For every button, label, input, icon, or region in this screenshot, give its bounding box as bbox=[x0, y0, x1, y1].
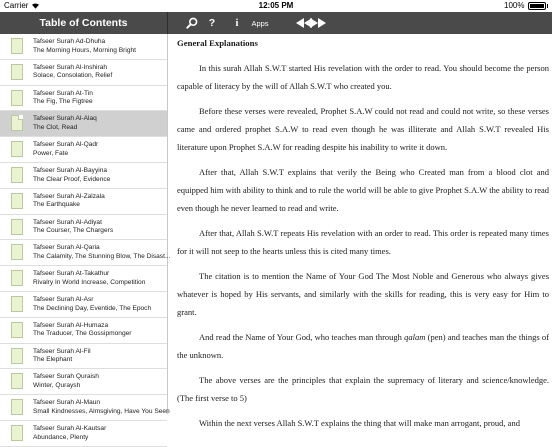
toc-item-title: Tafseer Surah Quraish bbox=[33, 373, 99, 381]
toc-item-al-qaria[interactable] bbox=[0, 240, 171, 266]
search-icon bbox=[186, 17, 198, 29]
toc-item-title: Tafseer Surah Al-Zalzala bbox=[33, 192, 105, 200]
battery-icon bbox=[528, 2, 546, 10]
search-button[interactable] bbox=[184, 12, 200, 34]
toc-item-al-zalzala[interactable] bbox=[0, 189, 167, 215]
document-icon bbox=[11, 270, 23, 286]
article-content bbox=[169, 34, 552, 428]
toc-item-subtitle: The Courser, The Chargers bbox=[33, 227, 114, 235]
table-of-contents-list bbox=[0, 34, 171, 441]
forward-button[interactable] bbox=[310, 12, 326, 34]
toc-item-subtitle: The Elephant bbox=[33, 356, 73, 364]
toc-item-subtitle: The Clot, Read bbox=[33, 123, 78, 131]
toc-item-title: Tafseer Surah At-Takathur bbox=[33, 270, 110, 278]
article-paragraph: And read the Name of Your God, who teaches man through qalam (pen) and teaches man the things of the unknown. bbox=[177, 332, 549, 361]
toc-item-subtitle: The Fig, The Figtree bbox=[33, 98, 93, 106]
toc-item-title: Tafseer Surah Al-Humaza bbox=[33, 321, 109, 329]
article-paragraph: The above verses are the principles that explain the supremacy of literary and science/knowledge. (The first verse to 5) bbox=[177, 375, 549, 404]
toc-item-subtitle: The Declining Day, Eventide, The Epoch bbox=[33, 304, 152, 312]
toc-item-al-asr[interactable] bbox=[0, 292, 167, 318]
toc-item-subtitle: Abundance, Plenty bbox=[33, 433, 89, 441]
toc-item-at-takathur[interactable] bbox=[0, 266, 167, 292]
apps-button[interactable]: Apps bbox=[251, 18, 269, 28]
content-toolbar bbox=[168, 12, 552, 34]
toc-item-title: Tafseer Surah Ad-Dhuha bbox=[33, 38, 106, 45]
document-icon bbox=[11, 167, 23, 183]
article-heading: General Explanations bbox=[177, 38, 258, 48]
carrier-label: Carrier bbox=[4, 1, 29, 10]
document-icon bbox=[11, 219, 23, 235]
toc-item-al-qadr[interactable] bbox=[0, 137, 167, 163]
toc-item-title: Tafseer Surah Al-Fil bbox=[33, 347, 91, 355]
toc-item-subtitle: The Morning Hours, Morning Bright bbox=[33, 46, 136, 54]
toc-item-subtitle: Small Kindnesses, Almsgiving, Have You Seen bbox=[33, 407, 170, 415]
help-button[interactable]: ? bbox=[208, 17, 216, 29]
toc-item-al-alaq[interactable] bbox=[0, 111, 167, 137]
toc-item-title: Tafseer Surah Al-Bayyina bbox=[33, 166, 108, 174]
document-icon bbox=[11, 244, 23, 260]
article-paragraph: The citation is to mention the Name of Your God The Most Noble and Generous who always gives whatever is hoped by His servants, and similarly with the skills for reading, this is very easy for Him to grant. bbox=[177, 271, 549, 318]
document-icon bbox=[11, 141, 23, 157]
info-button[interactable]: i bbox=[235, 17, 239, 29]
toc-item-al-inshirah[interactable] bbox=[0, 60, 167, 86]
battery-indicator bbox=[504, 1, 548, 10]
toc-item-title: Tafseer Surah Al-Alaq bbox=[33, 115, 97, 123]
forward-icon bbox=[310, 18, 326, 28]
status-bar bbox=[0, 0, 552, 12]
toc-item-al-adiyat[interactable] bbox=[0, 215, 167, 241]
toc-item-al-humaza[interactable] bbox=[0, 318, 167, 344]
document-icon bbox=[11, 115, 23, 131]
document-icon bbox=[11, 399, 23, 415]
toc-item-al-maun[interactable] bbox=[0, 395, 170, 421]
article-paragraph: Within the next verses Allah S.W.T explains the thing that will make man arrogant, proud, and bbox=[199, 417, 520, 428]
sidebar-header bbox=[0, 12, 168, 34]
toc-item-subtitle: The Traducer, The Gossipmonger bbox=[33, 330, 132, 338]
toc-item-title: Tafseer Surah Al-Inshirah bbox=[33, 63, 108, 71]
toc-item-title: Tafseer Surah Al-Kautsar bbox=[33, 424, 107, 432]
article-paragraph: Before these verses were revealed, Prophet S.A.W could not read and could not write, so these verses came and ordered prophet S.A.W to read even though he was illiterate and Allah S.W.T revealed His literature upon Prophet S.A.W for reading despite his inability to write it down. bbox=[177, 105, 549, 153]
toc-item-subtitle: The Clear Proof, Evidence bbox=[33, 175, 111, 183]
toc-item-subtitle: Winter, Quraysh bbox=[33, 381, 81, 389]
toc-item-at-tin[interactable] bbox=[0, 86, 167, 112]
toc-item-title: Tafseer Surah Al-Asr bbox=[33, 295, 94, 303]
toc-item-ad-dhuha[interactable] bbox=[0, 34, 167, 60]
toc-item-title: Tafseer Surah At-Tin bbox=[33, 89, 93, 97]
battery-percent: 100% bbox=[504, 1, 525, 10]
toc-item-subtitle: Rivalry In World Increase, Competition bbox=[33, 278, 146, 286]
toc-item-title: Tafseer Surah Al-Adiyat bbox=[33, 218, 102, 226]
document-icon bbox=[11, 90, 23, 106]
article-paragraph: After that, Allah S.W.T repeats His revelation with an order to read. This order is repeated many times for it will not seep to the hearts unless this is cited many times. bbox=[177, 228, 549, 257]
toc-item-subtitle: The Earthquake bbox=[33, 201, 80, 209]
article-paragraph: After that, Allah S.W.T explains that verily the Being who Created man from a blood clot and equipped him with ability to think and to rule the world will be able to give Prophet S.A.W the ability to read even though he never learned to read and write. bbox=[177, 167, 549, 214]
toc-item-quraish[interactable] bbox=[0, 369, 167, 395]
document-icon bbox=[11, 296, 23, 312]
document-icon bbox=[11, 322, 23, 338]
sidebar-title: Table of Contents bbox=[39, 17, 128, 29]
toc-item-title: Tafseer Surah Al-Maun bbox=[33, 399, 101, 407]
toc-item-al-kautsar[interactable] bbox=[0, 421, 167, 447]
document-icon bbox=[11, 348, 23, 364]
toc-item-al-bayyina[interactable] bbox=[0, 163, 167, 189]
toc-item-subtitle: The Calamity, The Stunning Blow, The Disast... bbox=[33, 252, 171, 260]
toc-item-title: Tafseer Surah Al-Qadr bbox=[33, 141, 99, 149]
document-icon bbox=[11, 373, 23, 389]
status-time: 12:05 PM bbox=[258, 1, 294, 10]
document-icon bbox=[11, 38, 23, 54]
toc-item-title: Tafseer Surah Al-Qaria bbox=[33, 244, 100, 252]
document-icon bbox=[11, 64, 23, 80]
toc-item-subtitle: Power, Fate bbox=[33, 149, 69, 157]
toc-item-subtitle: Solace, Consolation, Relief bbox=[33, 72, 113, 80]
document-icon bbox=[11, 193, 23, 209]
document-icon bbox=[11, 425, 23, 441]
article-paragraph: In this surah Allah S.W.T started His revelation with the order to read. You should become the person capable of literacy by the will of Allah S.W.T who created you. bbox=[177, 63, 549, 92]
toc-item-al-fil[interactable] bbox=[0, 344, 167, 370]
